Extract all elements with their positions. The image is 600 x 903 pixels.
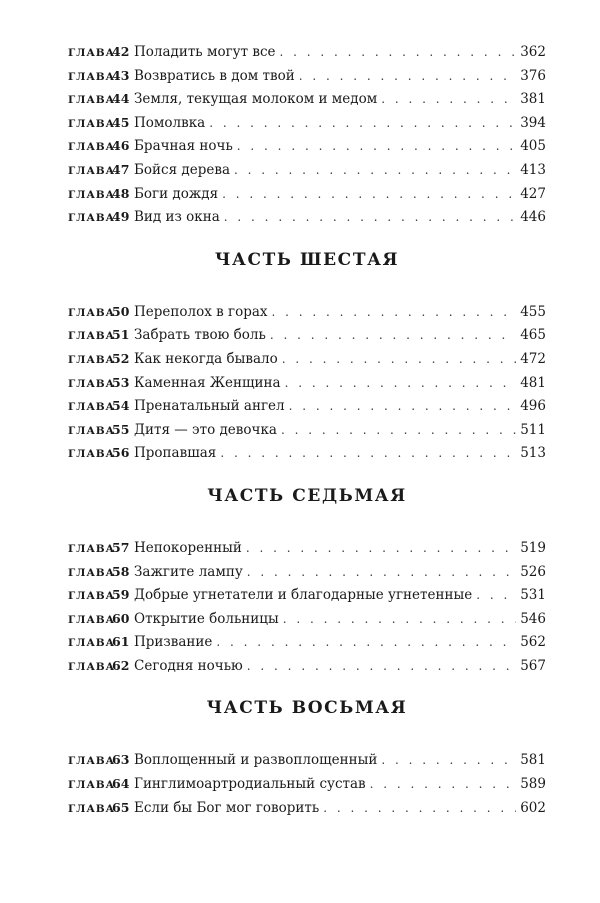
- page-number: 531: [520, 587, 546, 604]
- chapter-title: Помолвка: [134, 114, 206, 131]
- toc-entry: [68, 772, 546, 796]
- dot-leader: [323, 797, 516, 821]
- toc-entry: [68, 394, 546, 418]
- page-number: 455: [520, 303, 546, 320]
- toc-entry: [68, 418, 546, 442]
- chapter-word: ГЛАВА: [68, 637, 116, 650]
- dot-leader: [220, 442, 516, 466]
- chapter-word: ГЛАВА: [68, 566, 116, 579]
- toc-entry: [68, 87, 546, 111]
- toc-entry: [68, 583, 546, 607]
- chapter-title: Призвание: [134, 634, 213, 651]
- chapter-word: ГЛАВА: [68, 424, 116, 437]
- dot-leader: [209, 112, 516, 136]
- chapter-number: 58: [112, 563, 130, 579]
- chapter-word: ГЛАВА: [68, 47, 116, 59]
- page-number: 513: [520, 445, 546, 462]
- chapter-word: ГЛАВА: [68, 70, 116, 83]
- chapter-title: Брачная ночь: [134, 138, 233, 155]
- chapter-number: 45: [112, 114, 130, 130]
- toc-entry: [68, 111, 546, 135]
- page-number: 427: [520, 185, 546, 202]
- chapter-title: Бойся дерева: [134, 161, 230, 178]
- page-number: 394: [520, 114, 546, 131]
- chapter-number: 43: [112, 67, 130, 83]
- toc-entry: [68, 607, 546, 631]
- dot-leader: [222, 183, 516, 207]
- part-heading: ЧАСТЬ ВОСЬМАЯ: [206, 698, 408, 719]
- dot-leader: [299, 65, 517, 89]
- chapter-word: ГЛАВА: [68, 590, 116, 603]
- chapter-word: ГЛАВА: [68, 330, 116, 343]
- dot-leader: [247, 655, 516, 679]
- toc-entry: [68, 748, 546, 772]
- toc-section: [68, 243, 546, 465]
- chapter-word: ГЛАВА: [68, 802, 116, 815]
- chapter-number: 42: [112, 44, 130, 59]
- toc-entry: [68, 371, 546, 395]
- page-number: 546: [520, 610, 546, 627]
- chapter-number: 57: [112, 539, 130, 555]
- dot-leader: [216, 631, 516, 655]
- dot-leader: [285, 372, 517, 396]
- chapter-number: 61: [112, 634, 130, 650]
- chapter-title: Сегодня ночью: [134, 657, 243, 674]
- chapter-title: Возвратись в дом твой: [134, 67, 295, 84]
- page-number: 602: [520, 799, 546, 816]
- page-number: 567: [520, 657, 546, 674]
- page-number: 511: [520, 421, 546, 438]
- page-number: 581: [520, 752, 546, 769]
- page-number: 519: [520, 539, 546, 556]
- chapter-title: Пренатальный ангел: [134, 398, 285, 415]
- toc-entry: [68, 205, 546, 229]
- chapter-word: ГЛАВА: [68, 542, 116, 555]
- page-number: 446: [520, 209, 546, 226]
- chapter-number: 44: [112, 91, 130, 107]
- page-number: 413: [520, 161, 546, 178]
- toc-entry: [68, 300, 546, 324]
- chapter-word: ГЛАВА: [68, 212, 116, 225]
- toc-entry: [68, 796, 546, 820]
- chapter-title: Забрать твою боль: [134, 327, 266, 344]
- chapter-title: Если бы Бог мог говорить: [134, 799, 320, 816]
- dot-leader: [234, 159, 516, 183]
- chapter-number: 50: [112, 303, 130, 319]
- dot-leader: [381, 749, 516, 773]
- chapter-number: 64: [112, 776, 130, 792]
- chapter-number: 59: [112, 587, 130, 603]
- chapter-title: Вид из окна: [134, 209, 220, 226]
- chapter-title: Каменная Женщина: [134, 374, 281, 391]
- chapter-title: Непокоренный: [134, 539, 242, 556]
- chapter-word: ГЛАВА: [68, 377, 116, 390]
- chapter-number: 53: [112, 374, 130, 390]
- toc-entry: [68, 158, 546, 182]
- dot-leader: [246, 537, 516, 561]
- page-number: 562: [520, 634, 546, 651]
- dot-leader: [280, 41, 517, 65]
- chapter-word: ГЛАВА: [68, 164, 116, 177]
- part-heading: ЧАСТЬ ШЕСТАЯ: [214, 249, 400, 270]
- page-number: 589: [520, 776, 546, 793]
- chapter-number: 54: [112, 398, 130, 414]
- page-number: 481: [520, 374, 546, 391]
- chapter-title: Добрые угнетатели и благодарные угнетенные: [134, 587, 473, 604]
- toc-section: [68, 691, 546, 819]
- chapter-title: Зажгите лампу: [134, 563, 243, 580]
- dot-leader: [370, 773, 517, 797]
- chapter-number: 63: [112, 752, 130, 768]
- page-number: 362: [520, 44, 546, 60]
- page-number: 381: [520, 91, 546, 108]
- chapter-word: ГЛАВА: [68, 188, 116, 201]
- page-number: 526: [520, 563, 546, 580]
- chapter-word: ГЛАВА: [68, 117, 116, 130]
- chapter-number: 62: [112, 657, 130, 673]
- chapter-title: Воплощенный и развоплощенный: [134, 752, 378, 769]
- page-number: 496: [520, 398, 546, 415]
- dot-leader: [281, 419, 516, 443]
- page-number: 472: [520, 350, 546, 367]
- chapter-title: Переполох в горах: [134, 303, 268, 320]
- toc-entry: [68, 347, 546, 371]
- chapter-number: 65: [112, 799, 130, 815]
- dot-leader: [247, 561, 516, 585]
- toc-entry: [68, 654, 546, 678]
- chapter-word: ГЛАВА: [68, 353, 116, 366]
- toc-entry: [68, 536, 546, 560]
- chapter-number: 47: [112, 161, 130, 177]
- chapter-number: 46: [112, 138, 130, 154]
- dot-leader: [282, 348, 516, 372]
- chapter-number: 49: [112, 209, 130, 225]
- table-of-contents: [68, 40, 546, 819]
- dot-leader: [224, 206, 516, 230]
- dot-leader: [289, 395, 517, 419]
- dot-leader: [381, 88, 516, 112]
- chapter-number: 60: [112, 610, 130, 626]
- chapter-title: Как некогда бывало: [134, 350, 278, 367]
- toc-entry: [68, 323, 546, 347]
- chapter-word: ГЛАВА: [68, 141, 116, 154]
- chapter-title: Пропавшая: [134, 445, 217, 462]
- toc-entry: [68, 134, 546, 158]
- dot-leader: [272, 301, 517, 325]
- dot-leader: [283, 608, 517, 632]
- chapter-number: 56: [112, 445, 130, 461]
- toc-section: [68, 479, 546, 678]
- page-number: 405: [520, 138, 546, 155]
- page-number: 465: [520, 327, 546, 344]
- chapter-title: Боги дождя: [134, 185, 219, 202]
- chapter-number: 51: [112, 327, 130, 343]
- chapter-number: 55: [112, 421, 130, 437]
- chapter-title: Земля, текущая молоком и медом: [134, 91, 378, 108]
- chapter-title: Гинглимоартродиальный сустав: [134, 776, 366, 793]
- dot-leader: [476, 584, 516, 608]
- dot-leader: [237, 135, 516, 159]
- chapter-title: Дитя — это девочка: [134, 421, 277, 438]
- page-number: 376: [520, 67, 546, 84]
- chapter-number: 48: [112, 185, 130, 201]
- toc-entry: [68, 64, 546, 88]
- part-heading: ЧАСТЬ СЕДЬМАЯ: [207, 485, 407, 506]
- toc-section: [68, 40, 546, 229]
- chapter-word: ГЛАВА: [68, 94, 116, 107]
- chapter-number: 52: [112, 350, 130, 366]
- chapter-word: ГЛАВА: [68, 306, 116, 319]
- toc-entry: [68, 560, 546, 584]
- chapter-word: ГЛАВА: [68, 660, 116, 673]
- chapter-title: Открытие больницы: [134, 610, 279, 627]
- chapter-word: ГЛАВА: [68, 401, 116, 414]
- toc-entry: [68, 40, 546, 64]
- chapter-word: ГЛАВА: [68, 613, 116, 626]
- chapter-title: Поладить могут все: [134, 44, 276, 60]
- dot-leader: [270, 324, 516, 348]
- chapter-word: ГЛАВА: [68, 755, 116, 768]
- toc-entry: [68, 630, 546, 654]
- chapter-word: ГЛАВА: [68, 779, 116, 792]
- toc-entry: [68, 441, 546, 465]
- toc-entry: [68, 182, 546, 206]
- chapter-word: ГЛАВА: [68, 448, 116, 461]
